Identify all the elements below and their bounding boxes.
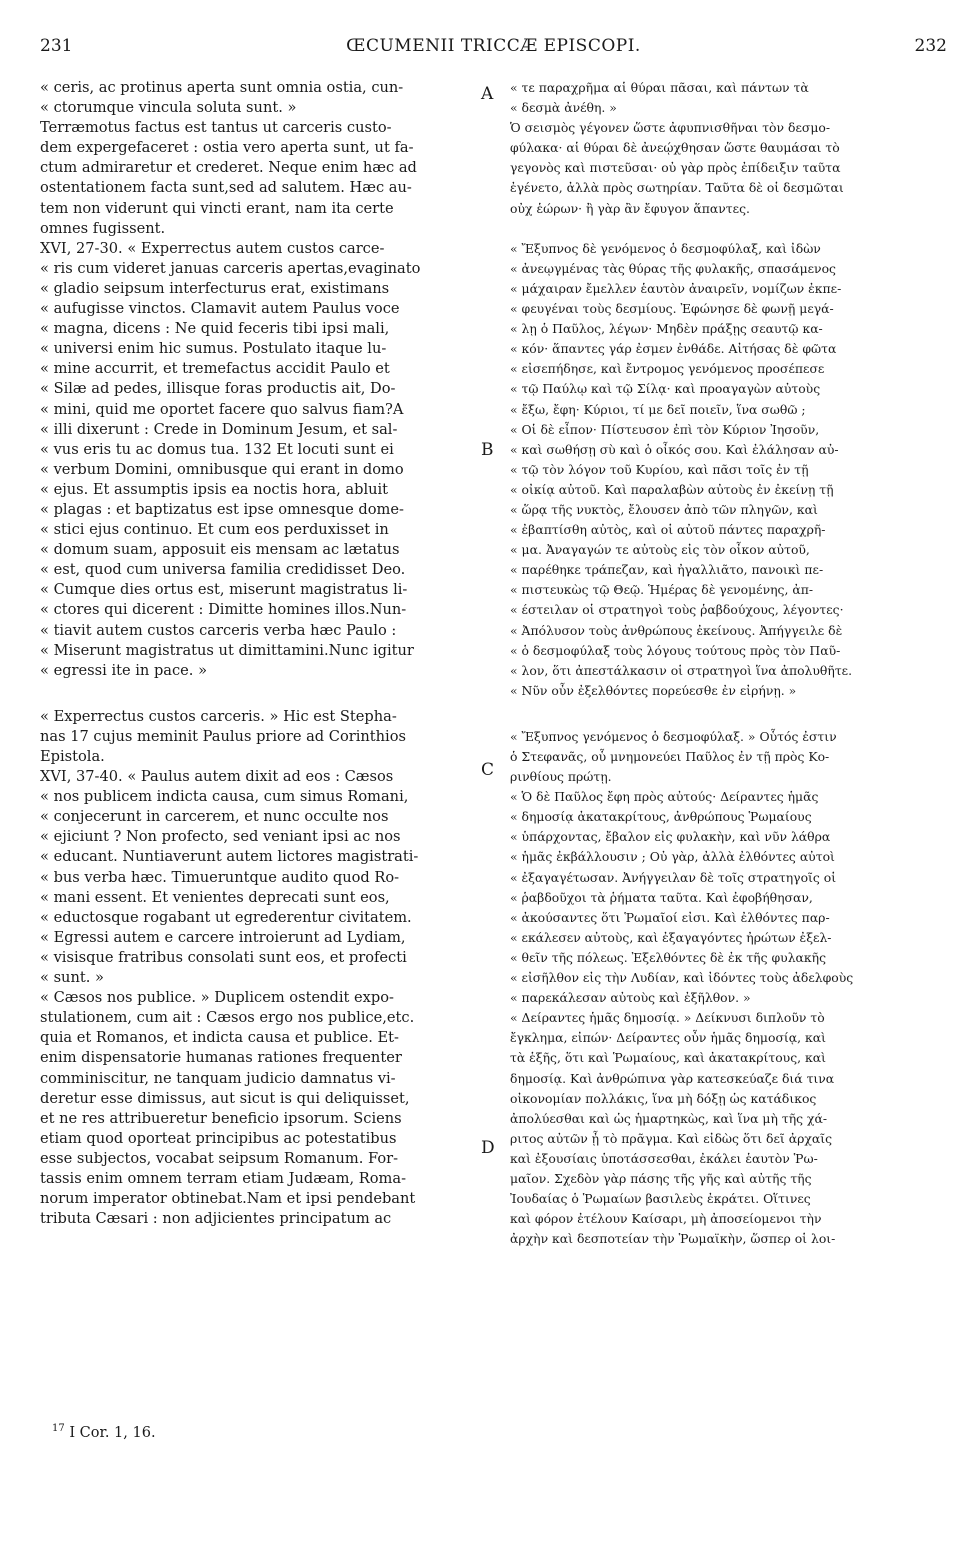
greek-text-line: γεγονὸς καὶ πιστεῦσαι· οὐ γὰρ πρὸς ἐπίδειξιν ταῦτα	[510, 160, 841, 176]
latin-text-line: tributa Cæsari : non adjicientes principatum ac	[40, 1210, 392, 1228]
latin-text-line: comminiscitur, ne tanquam judicio damnatus vi-	[40, 1069, 396, 1087]
latin-text-line: « eductosque rogabant ut egrederentur civitatem.	[40, 908, 412, 926]
greek-text-line: « τῷ Παύλῳ καὶ τῷ Σίλᾳ· καὶ προαγαγὼν αὐτοὺς	[510, 381, 821, 397]
greek-text-line: « ἀκούσαντες ὅτι Ῥωμαῖοί εἰσι. Καὶ ἐλθόντες παρ-	[510, 909, 830, 925]
latin-text-line: « Silæ ad pedes, illisque foras productis ait, Do-	[40, 380, 396, 398]
latin-text-line: nas 17 cujus meminit Paulus priore ad Corinthios	[40, 727, 406, 745]
latin-text-line: quia et Romanos, et indicta causa et publice. Et-	[40, 1029, 399, 1047]
greek-text-line: « καὶ σωθήσῃ σὺ καὶ ὁ οἶκός σου. Καὶ ἐλάλησαν αὐ-	[510, 441, 839, 457]
latin-text-line: « aufugisse vinctos. Clamavit autem Paulus voce	[40, 300, 400, 318]
latin-text-line: « magna, dicens : Ne quid feceris tibi ipsi mali,	[40, 320, 390, 338]
greek-text-line: « οἰκίᾳ αὐτοῦ. Καὶ παραλαβὼν αὐτοὺς ἐν ἐκείνῃ τῇ	[510, 481, 834, 497]
latin-text-line: « ejiciunt ? Non profecto, sed veniant ipsi ac nos	[40, 828, 401, 846]
latin-text-line: « domum suam, apposuit eis mensam ac lætatus	[40, 541, 400, 559]
latin-text-line: « Cumque dies ortus est, miserunt magistratus li-	[40, 581, 408, 599]
latin-text-line: « vus eris tu ac domus tua. 132 Et locuti sunt ei	[40, 440, 394, 458]
greek-text-line: « εἰσεπήδησε, καὶ ἔντρομος γενόμενος προσέπεσε	[510, 361, 825, 377]
greek-text-line: « τε παραχρῆμα αἱ θύραι πᾶσαι, καὶ πάντων τὰ	[510, 80, 809, 95]
greek-text-line: « πιστευκὼς τῷ Θεῷ. Ἡμέρας δὲ γενομένης, ἀπ-	[510, 582, 814, 598]
greek-text-line: « μάχαιραν ἔμελλεν ἑαυτὸν ἀναιρεῖν, νομίζων ἐκπε-	[510, 280, 842, 296]
greek-text-line: « ἐξαγαγέτωσαν. Ἀνήγγειλαν δὲ τοῖς στρατηγοῖς οἱ	[510, 869, 837, 885]
greek-text-line: « ῥαβδοῦχοι τὰ ῥήματα ταῦτα. Καὶ ἐφοβήθησαν,	[510, 889, 813, 905]
greek-text-line: οὐχ ἑώρων· ἢ γὰρ ἂν ἔφυγον ἅπαντες.	[510, 200, 750, 216]
latin-text-line: XVI, 37-40. « Paulus autem dixit ad eos : Cæsos	[40, 768, 394, 786]
latin-text-line: « bus verba hæc. Timueruntque audito quod Ro-	[40, 868, 400, 886]
latin-text-line: esse subjectos, vocabat seipsum Romanum. For-	[40, 1149, 399, 1167]
greek-column	[510, 78, 952, 1249]
latin-text-line: « stici ejus continuo. Et cum eos perduxisset in	[40, 521, 389, 539]
latin-text-line: « universi enim hic sumus. Postulato itaque lu-	[40, 340, 387, 358]
latin-text-line: stulationem, cum ait : Cæsos ergo nos publice,etc.	[40, 1009, 415, 1027]
latin-text-line: tassis enim omnem terram etiam Judæam, Roma-	[40, 1169, 407, 1187]
greek-text-line: Ἰουδαίας ὁ Ῥωμαίων βασιλεὺς ἐκράτει. Οἵτινες	[510, 1191, 811, 1207]
margin-letter-c: C	[481, 760, 495, 780]
margin-letter-a: A	[481, 84, 494, 104]
latin-text-line: « mini, quid me oportet facere quo salvus fiam?A	[40, 400, 404, 418]
paragraph-gap	[40, 681, 472, 707]
latin-text-line: « tiavit autem custos carceris verba hæc Paulo :	[40, 621, 397, 639]
greek-text-line: « δεσμὰ ἀνέθη. »	[510, 100, 617, 116]
latin-text-line: « Miserunt magistratus ut dimittamini.Nunc igitur	[40, 641, 414, 659]
greek-text-line: δημοσίᾳ. Καὶ ἀνθρώπινα γὰρ κατεσκεύαζε διά τινα	[510, 1070, 835, 1086]
latin-text-line: « ceris, ac protinus aperta sunt omnia ostia, cun-	[40, 79, 404, 96]
latin-text-line: « sunt. »	[40, 969, 104, 987]
greek-text-line: τὰ ἑξῆς, ὅτι καὶ Ῥωμαίους, καὶ ἀκατακρίτους, καὶ	[510, 1050, 827, 1066]
greek-text-line: « κόν· ἅπαντες γάρ ἐσμεν ἐνθάδε. Αἰτήσας δὲ φῶτα	[510, 341, 837, 357]
latin-text-line: « est, quod cum universa familia credidisset Deo.	[40, 561, 406, 579]
greek-text-line: μαῖον. Σχεδὸν γὰρ πάσης τῆς γῆς καὶ αὐτῆς τῆς	[510, 1170, 812, 1186]
greek-text-line: « θεῖν τῆς πόλεως. Ἐξελθόντες δὲ ἐκ τῆς φυλακῆς	[510, 949, 827, 965]
latin-text-line: « plagas : et baptizatus est ipse omnesque dome-	[40, 500, 404, 518]
latin-text-line: « mani essent. Et venientes deprecati sunt eos,	[40, 888, 390, 906]
latin-text-line: Epistola.	[40, 748, 105, 765]
latin-text-line: « nos publicem indicta causa, cum simus Romani,	[40, 788, 409, 806]
greek-text-line: « Ἔξυπνος δὲ γενόμενος ὁ δεσμοφύλαξ, καὶ ἰδὼν	[510, 240, 821, 256]
greek-text-line: ἀρχὴν καὶ δεσποτείαν τὴν Ῥωμαϊκὴν, ὥσπερ οἱ λοι-	[510, 1231, 836, 1247]
latin-text-line: « Experrectus custos carceris. » Hic est Stepha-	[40, 707, 397, 725]
greek-text-line: ρινθίους πρώτῃ.	[510, 769, 612, 785]
footnote-number: 17	[52, 1423, 65, 1434]
footnote-text: I Cor. 1, 16.	[69, 1424, 156, 1441]
page-number-left: 231	[40, 36, 73, 56]
running-header	[40, 36, 947, 66]
latin-text-line: « mine accurrit, et tremefactus accidit Paulo et	[40, 360, 390, 378]
latin-text-line: ostentationem facta sunt,sed ad salutem. Hæc au-	[40, 179, 412, 197]
latin-text-line: Terræmotus factus est tantus ut carceris custo-	[40, 119, 392, 137]
greek-text-line: Ὁ σεισμὸς γέγονεν ὥστε ἀφυπνισθῆναι τὸν δεσμο-	[510, 120, 831, 136]
greek-text-line: « ἔξω, ἔφη· Κύριοι, τί με δεῖ ποιεῖν, ἵνα σωθῶ ;	[510, 401, 806, 417]
margin-letter-b: B	[481, 440, 494, 460]
latin-text-line: deretur esse dimissus, aut sicut is qui deliquisset,	[40, 1089, 410, 1107]
greek-text-line: « λῃ ὁ Παῦλος, λέγων· Μηδὲν πράξῃς σεαυτῷ κα-	[510, 321, 823, 337]
latin-text-line: « conjecerunt in carcerem, et nunc occulte nos	[40, 808, 389, 826]
greek-text-line: ριτος αὐτῶν ᾖ τὸ πρᾶγμα. Καὶ εἰδὼς ὅτι δεῖ ἀρχαῖς	[510, 1130, 833, 1146]
latin-text-line: « gladio seipsum interfecturus erat, existimans	[40, 279, 390, 297]
greek-text-line: « Νῦν οὖν ἐξελθόντες πορεύεσθε ἐν εἰρήνῃ. »	[510, 682, 797, 698]
latin-text-line: enim dispensatorie humanas rationes frequenter	[40, 1049, 402, 1067]
latin-text-line: « illi dixerunt : Crede in Dominum Jesum, et sal-	[40, 420, 398, 438]
greek-text-line: φύλακα· αἱ θύραι δὲ ἀνεῴχθησαν ὥστε θαυμάσαι τὸ	[510, 140, 840, 156]
latin-text-line: « Cæsos nos publice. » Duplicem ostendit expo-	[40, 989, 394, 1007]
latin-text-line: norum imperator obtinebat.Nam et ipsi pendebant	[40, 1190, 416, 1208]
greek-text-line: « ἐβαπτίσθη αὐτὸς, καὶ οἱ αὐτοῦ πάντες παραχρῆ-	[510, 522, 826, 538]
footnote	[52, 1423, 156, 1441]
greek-text-line: καὶ φόρον ἐτέλουν Καίσαρι, μὴ ἀποσείομενοι τὴν	[510, 1211, 822, 1227]
greek-text-line: ἀπολύεσθαι καὶ ὡς ἡμαρτηκὼς, καὶ ἵνα μὴ τῆς χά-	[510, 1110, 828, 1126]
greek-text-line: καὶ ἐξουσίαις ὑποτάσσεσθαι, ἐκάλει ἑαυτὸν Ῥω-	[510, 1150, 818, 1166]
greek-text-line: « μα. Ἀναγαγών τε αὐτοὺς εἰς τὸν οἶκον αὐτοῦ,	[510, 542, 810, 558]
greek-text-line	[510, 219, 952, 239]
latin-text-line: dem expergefaceret : ostia vero aperta sunt, ut fa-	[40, 139, 414, 157]
latin-text-line: « ctorumque vincula soluta sunt. »	[40, 99, 297, 117]
greek-text-line: « εἰσῆλθον εἰς τὴν Λυδίαν, καὶ ἰδόντες τοὺς ἀδελφοὺς	[510, 970, 854, 986]
latin-text-line: omnes fugissent.	[40, 219, 166, 237]
greek-text-line: « ὁ δεσμοφύλαξ τοὺς λόγους τούτους πρὸς τὸν Παῦ-	[510, 642, 841, 658]
latin-text-line: « visisque fratribus consolati sunt eos, et profecti	[40, 948, 407, 966]
page-number-right: 232	[914, 36, 947, 56]
greek-text-line: « έστειλαν οἱ στρατηγοὶ τοὺς ῥαβδούχους, λέγοντες·	[510, 602, 844, 618]
latin-column	[40, 78, 472, 1229]
greek-text-line: « Οἱ δὲ εἶπον· Πίστευσον ἐπὶ τὸν Κύριον Ἰησοῦν,	[510, 421, 820, 437]
latin-text-line: « ejus. Et assumptis ipsis ea noctis hora, abluit	[40, 480, 389, 498]
latin-text-line: ctum admiraretur et crederet. Neque enim hæc ad	[40, 159, 417, 177]
greek-text-line: ἔγκλημα, εἰπών· Δείραντες οὖν ἡμᾶς δημοσίᾳ, καὶ	[510, 1030, 826, 1046]
running-title: ŒCUMENII TRICCÆ EPISCOPI.	[346, 36, 641, 56]
greek-text-line: « εκάλεσεν αὐτοὺς, καὶ ἐξαγαγόντες ἠρώτων ἐξελ-	[510, 929, 832, 945]
greek-text-line: « δημοσίᾳ ἀκατακρίτους, ἀνθρώπους Ῥωμαίους	[510, 809, 812, 825]
latin-text-line: « educant. Nuntiaverunt autem lictores magistrati-	[40, 848, 419, 866]
greek-text-line: « Ὁ δὲ Παῦλος ἔφη πρὸς αὐτούς· Δείραντες ἡμᾶς	[510, 789, 819, 805]
latin-text-line: « Egressi autem e carcere introierunt ad Lydiam,	[40, 928, 406, 946]
greek-text-line: « παρεκάλεσαν αὐτοὺς καὶ ἐξῆλθον. »	[510, 990, 751, 1006]
greek-text-line: « φευγέναι τοὺς δεσμίους. Ἐφώνησε δὲ φωνῇ μεγά-	[510, 301, 834, 317]
latin-text-line: XVI, 27-30. « Experrectus autem custos carce-	[40, 239, 385, 257]
paragraph-gap	[510, 701, 952, 727]
greek-text-line: « τῷ τὸν λόγον τοῦ Κυρίου, καὶ πᾶσι τοῖς ἐν τῇ	[510, 461, 809, 477]
greek-text-line: ἐγένετο, ἀλλὰ πρὸς σωτηρίαν. Ταῦτα δὲ οἱ δεσμῶται	[510, 180, 844, 196]
greek-text-line: « Δείραντες ἡμᾶς δημοσίᾳ. » Δείκνυσι διπλοῦν τὸ	[510, 1010, 825, 1026]
latin-text-line: tem non viderunt qui vincti erant, nam ita certe	[40, 199, 394, 217]
latin-text-line: « ris cum videret januas carceris apertas,evaginato	[40, 259, 421, 277]
greek-text-line: « ὥρᾳ τῆς νυκτὸς, ἔλουσεν ἀπὸ τῶν πληγῶν, καὶ	[510, 501, 818, 517]
greek-text-line: « Ἔξυπνος γενόμενος ὁ δεσμοφύλαξ. » Οὗτός ἐστιν	[510, 728, 837, 744]
greek-text-line: οἰκονομίαν πολλάκις, ἵνα μὴ δόξῃ ὡς κατάδικος	[510, 1090, 817, 1106]
greek-text-line: « ἀνεῳγμένας τὰς θύρας τῆς φυλακῆς, σπασάμενος	[510, 260, 836, 276]
latin-text-line: etiam quod oporteat principibus ac potestatibus	[40, 1129, 397, 1147]
greek-text-line: « παρέθηκε τράπεζαν, καὶ ἠγαλλιᾶτο, πανοικὶ πε-	[510, 562, 824, 578]
latin-text-line: « ctores qui dicerent : Dimitte homines illos.Nun-	[40, 601, 407, 619]
greek-text-line: « ὑπάρχοντας, ἔβαλον εἰς φυλακὴν, καὶ νῦν λάθρα	[510, 829, 831, 845]
latin-text-line: « egressi ite in pace. »	[40, 661, 208, 679]
greek-text-line: « ἡμᾶς ἐκβάλλουσιν ; Οὐ γὰρ, ἀλλὰ ἐλθόντες αὐτοὶ	[510, 849, 835, 865]
latin-text-line: « verbum Domini, omnibusque qui erant in domo	[40, 460, 404, 478]
greek-text-line: « λον, ὅτι ἀπεστάλκασιν οἱ στρατηγοὶ ἵνα ἀπολυθῆτε.	[510, 662, 853, 678]
margin-letter-d: D	[481, 1138, 495, 1158]
greek-text-line: ὁ Στεφανᾶς, οὗ μνημονεύει Παῦλος ἐν τῇ πρὸς Κο-	[510, 749, 830, 764]
greek-text-line: « Ἀπόλυσον τοὺς ἀνθρώπους ἐκείνους. Ἀπήγγειλε δὲ	[510, 622, 843, 638]
latin-text-line: et ne res attribueretur beneficio ipsorum. Sciens	[40, 1109, 402, 1127]
